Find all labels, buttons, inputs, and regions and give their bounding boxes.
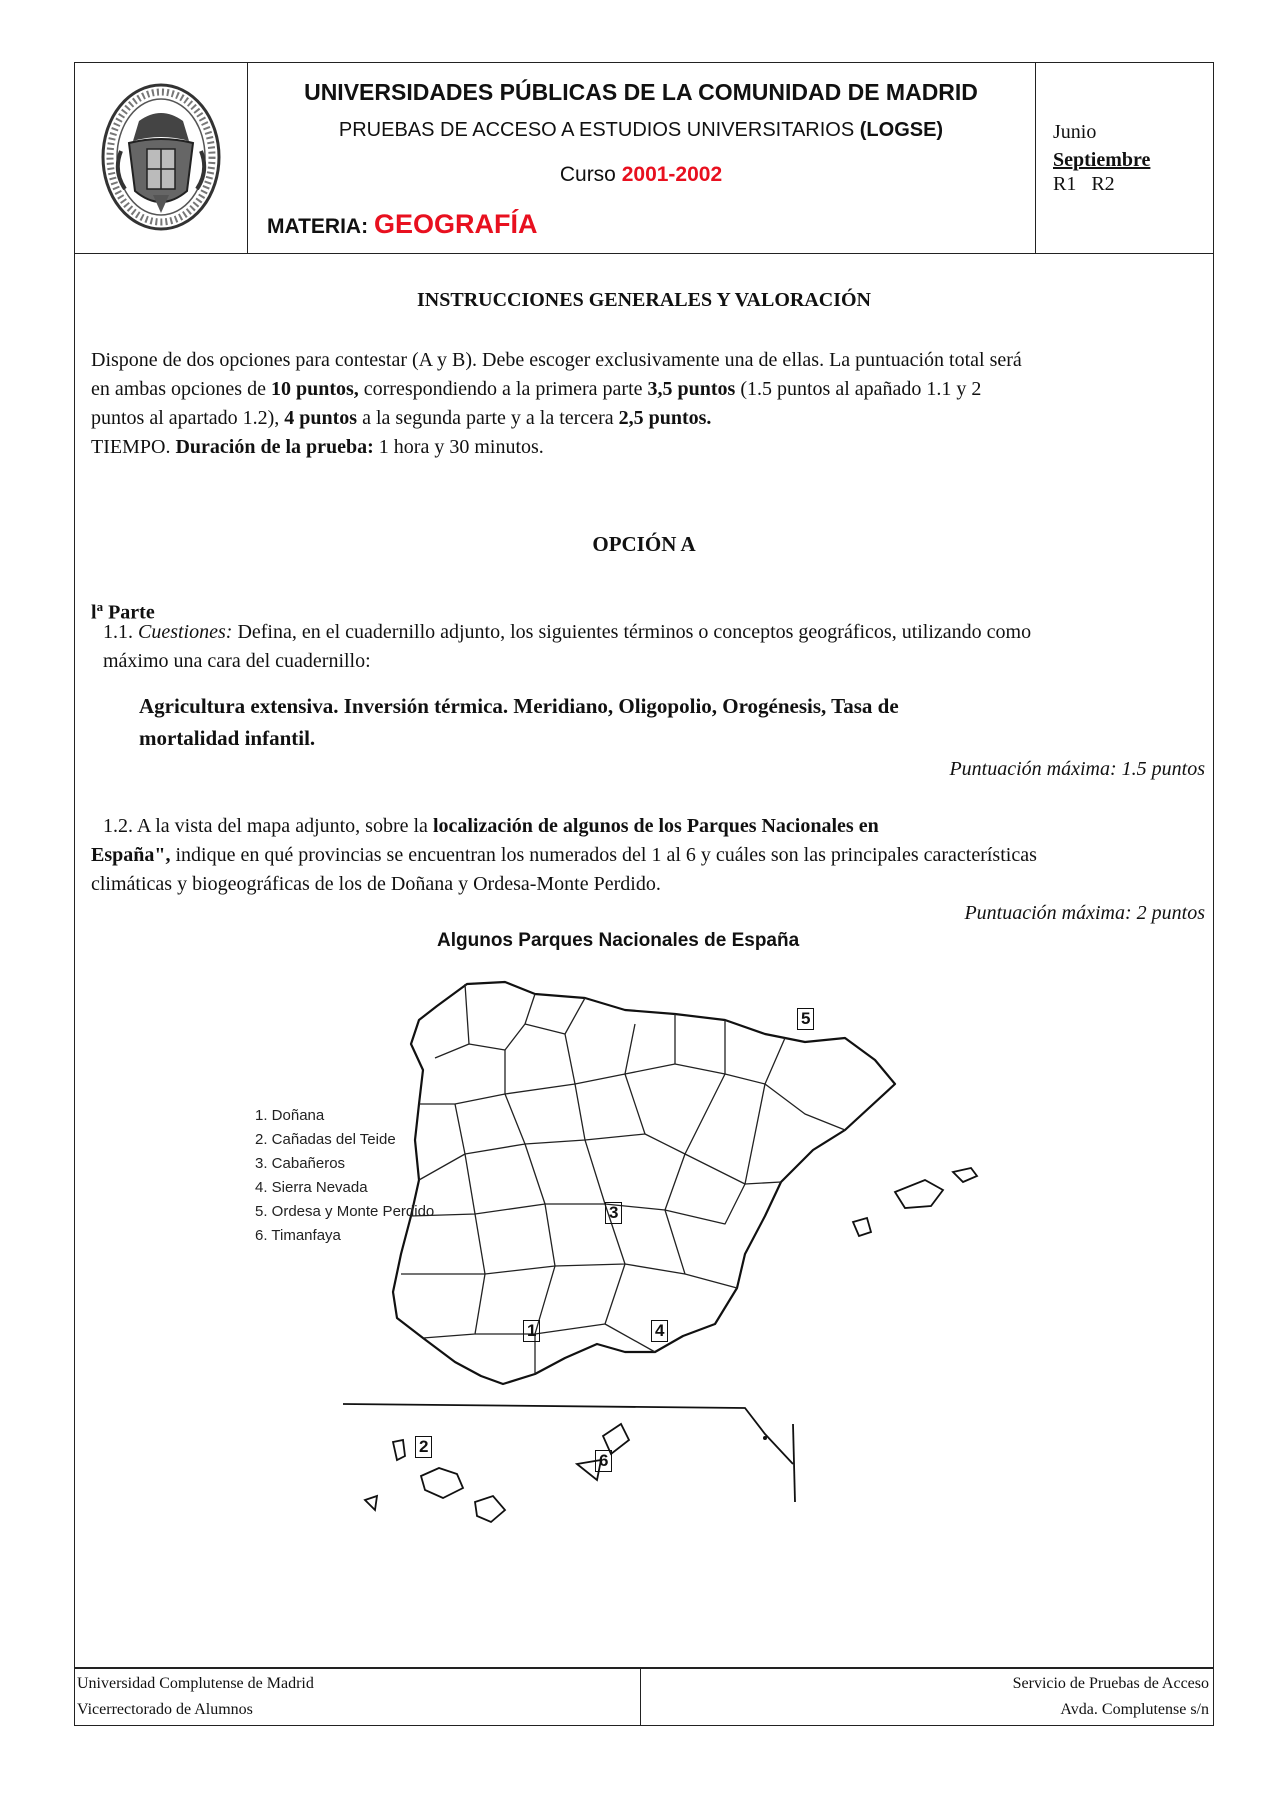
university-seal-icon <box>99 81 223 233</box>
question-1-1-line-2: máximo una cara del cuadernillo: <box>103 650 371 672</box>
subject-line: MATERIA: GEOGRAFÍA <box>267 209 538 239</box>
park-marker-2: 2 <box>415 1436 432 1458</box>
round-labels <box>1053 173 1115 196</box>
course-value: 2001-2002 <box>621 163 723 186</box>
exam-body <box>74 254 1214 1668</box>
footer-vicerrectorado: Vicerrectorado de Alumnos <box>77 1701 253 1718</box>
legend-item-1: 1. Doñana <box>255 1107 325 1124</box>
course-line <box>247 163 1035 187</box>
question-1-1: 1.1. Cuestiones: Defina, en el cuadernillo adjunto, los siguientes términos o conceptos geográficos, utilizando como máximo una cara del cuadernillo: <box>103 618 1203 676</box>
map-legend <box>255 1104 434 1248</box>
institution-title: UNIVERSIDADES PÚBLICAS DE LA COMUNIDAD DE MADRID <box>304 79 978 105</box>
footer-left <box>75 1669 641 1725</box>
legend-item-3: 3. Cabañeros <box>255 1155 346 1172</box>
footer-right <box>640 1669 1213 1725</box>
question-1-2-line-3: climáticas y biogeográficas de los de Doñana y Ordesa-Monte Perdido. <box>91 873 661 895</box>
park-marker-1: 1 <box>523 1320 540 1342</box>
subject-value: GEOGRAFÍA <box>373 209 538 239</box>
instructions-line-1: Dispone de dos opciones para contestar (A y B). Debe escoger exclusivamente una de ellas. La puntuación total será <box>91 349 1022 371</box>
course-label: Curso <box>559 163 616 186</box>
spain-map <box>205 954 1105 1574</box>
footer-address: Avda. Complutense s/n <box>1060 1701 1209 1718</box>
header-box <box>74 62 1214 254</box>
part-1-label: $l^a$ Parte <box>91 599 155 624</box>
map-title: Algunos Parques Nacionales de España <box>437 930 800 951</box>
exam-subtitle-bold: (LOGSE) <box>859 119 944 141</box>
exam-subtitle-text: PRUEBAS DE ACCESO A ESTUDIOS UNIVERSITARIOS <box>338 119 855 141</box>
session-cell <box>1035 63 1213 253</box>
legend-item-6: 6. Timanfaya <box>255 1227 341 1244</box>
score-1-1: Puntuación máxima: 1.5 puntos <box>949 758 1205 780</box>
footer-university: Universidad Complutense de Madrid <box>77 1675 314 1692</box>
legend-item-4: 4. Sierra Nevada <box>255 1179 368 1196</box>
footer-service: Servicio de Pruebas de Acceso <box>1012 1675 1209 1692</box>
park-marker-6: 6 <box>595 1450 612 1472</box>
park-marker-3: 3 <box>605 1202 622 1224</box>
seal-cell <box>75 63 248 253</box>
legend-item-5: 5. Ordesa y Monte Perdido <box>255 1203 435 1220</box>
terms-list <box>139 690 899 754</box>
footer-box <box>74 1668 1214 1726</box>
instructions-line-3: puntos al apartado 1.2), 4 puntos a la segunda parte y a la tercera 2,5 puntos. <box>91 407 712 429</box>
terms-line-2: mortalidad infantil. <box>139 726 316 750</box>
score-1-2: Puntuación máxima: 2 puntos <box>964 902 1205 924</box>
terms-line-1: Agricultura extensiva. Inversión térmica. Meridiano, Oligopolio, Orogénesis, Tasa de <box>139 694 899 718</box>
park-marker-5: 5 <box>797 1008 814 1030</box>
title-cell <box>247 63 1036 253</box>
time-line: TIEMPO. Duración de la prueba: 1 hora y 30 minutos. <box>91 436 544 458</box>
instructions-heading: INSTRUCCIONES GENERALES Y VALORACIÓN <box>417 289 871 311</box>
session-june: Junio <box>1053 121 1097 143</box>
instructions-paragraph <box>91 346 1201 462</box>
question-1-2: 1.2. A la vista del mapa adjunto, sobre la localización de algunos de los Parques Nacionales en España", indique en qué provincias se encuentran los numerados del 1 al 6 y cuáles son las principales características climáticas y biogeográficas de los de Doñana y Ordesa-Monte Perdido. <box>91 812 1201 899</box>
park-marker-4: 4 <box>651 1320 668 1342</box>
option-a-heading: OPCIÓN A <box>592 532 696 556</box>
round-2: R2 <box>1091 173 1115 195</box>
instructions-line-2: en ambas opciones de 10 puntos, correspondiendo a la primera parte 3,5 puntos (1.5 puntos al apañado 1.1 y 2 <box>91 378 982 400</box>
session-september: Septiembre <box>1053 149 1151 171</box>
exam-subtitle <box>247 119 1035 142</box>
subject-label: MATERIA <box>267 215 362 238</box>
legend-item-2: 2. Cañadas del Teide <box>255 1131 396 1148</box>
round-1: R1 <box>1053 173 1077 195</box>
